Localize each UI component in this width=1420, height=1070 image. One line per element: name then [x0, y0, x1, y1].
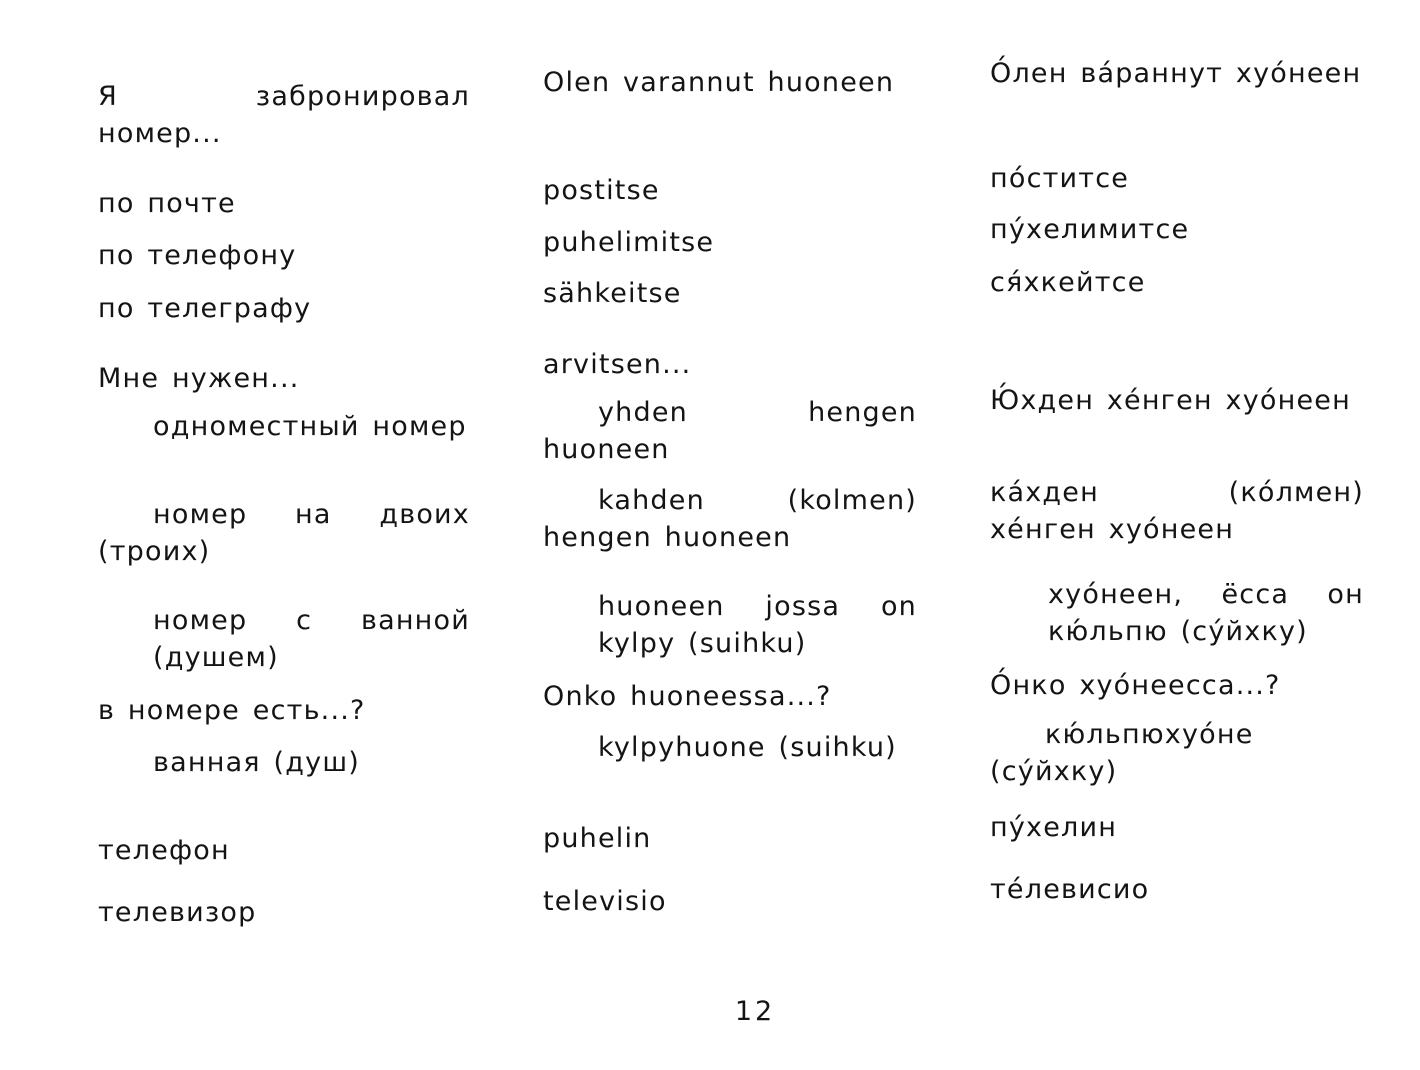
phrase-reserved-room-fi: Olen varannut huoneen [543, 67, 895, 98]
phrase-reserved-room: Я забронировал номер... [98, 81, 470, 149]
page-number: 12 [734, 996, 776, 1027]
phrase-telephone-tr: пу́хелин [990, 812, 1118, 843]
phrase-i-need: Мне нужен... [98, 363, 300, 394]
phrase-bath-shower: ванная (душ) [153, 747, 360, 778]
phrase-room-has-tr: О́нко хуо́неесса...? [990, 670, 1281, 701]
phrase-telephone-fi: puhelin [543, 823, 652, 854]
phrase-telephone: телефон [98, 835, 230, 866]
phrase-by-telegraph: по телеграфу [98, 293, 312, 324]
phrase-by-telegraph-tr: ся́хкейтсе [990, 267, 1146, 298]
phrase-by-mail-tr: по́ститсе [990, 163, 1130, 194]
phrase-bath-shower-fi: kylpyhuone (suihku) [598, 732, 897, 763]
phrase-television-tr: те́левисио [990, 874, 1150, 905]
phrase-by-phone-fi: puhelimitse [543, 227, 715, 258]
phrase-single-room: одноместный номер [153, 411, 467, 442]
phrase-room-with-bath: номер с ванной (душем) [153, 605, 470, 673]
phrase-by-telegraph-fi: sähkeitse [543, 278, 682, 309]
phrase-double-room-fi: kahden (kolmen) hengen huoneen [543, 485, 917, 553]
phrase-bath-shower-tr: кю́льпюхуо́не (су́йхку) [990, 719, 1254, 787]
phrase-single-room-tr: Ю́хден хе́нген хуо́неен [990, 385, 1351, 416]
finnish-column [543, 0, 917, 1000]
phrase-by-phone: по телефону [98, 240, 297, 271]
phrase-room-with-bath-tr: хуо́неен, ёсса он кю́льпю (су́йхку) [1048, 579, 1364, 647]
transcription-column [990, 0, 1364, 1000]
phrase-i-need-fi: arvitsen... [543, 349, 692, 380]
phrase-room-has-fi: Onko huoneessa...? [543, 681, 832, 712]
phrase-room-with-bath-fi: huoneen jossa on kylpy (suihku) [598, 591, 917, 659]
phrase-television: телевизор [98, 897, 257, 928]
phrase-reserved-room-tr: О́лен ва́раннут хуо́неен [990, 58, 1362, 89]
phrase-by-phone-tr: пу́хелимитсе [990, 214, 1190, 245]
phrase-double-room: номер на двоих (троих) [98, 499, 470, 567]
phrase-by-mail: по почте [98, 188, 236, 219]
russian-column [98, 0, 470, 1000]
phrase-by-mail-fi: postitse [543, 175, 660, 206]
phrase-double-room-tr: ка́хден (ко́лмен) хе́нген хуо́неен [990, 477, 1364, 545]
phrase-room-has: в номере есть...? [98, 695, 366, 726]
phrase-television-fi: televisio [543, 886, 667, 917]
phrase-single-room-fi: yhden hengen huoneen [543, 397, 917, 465]
